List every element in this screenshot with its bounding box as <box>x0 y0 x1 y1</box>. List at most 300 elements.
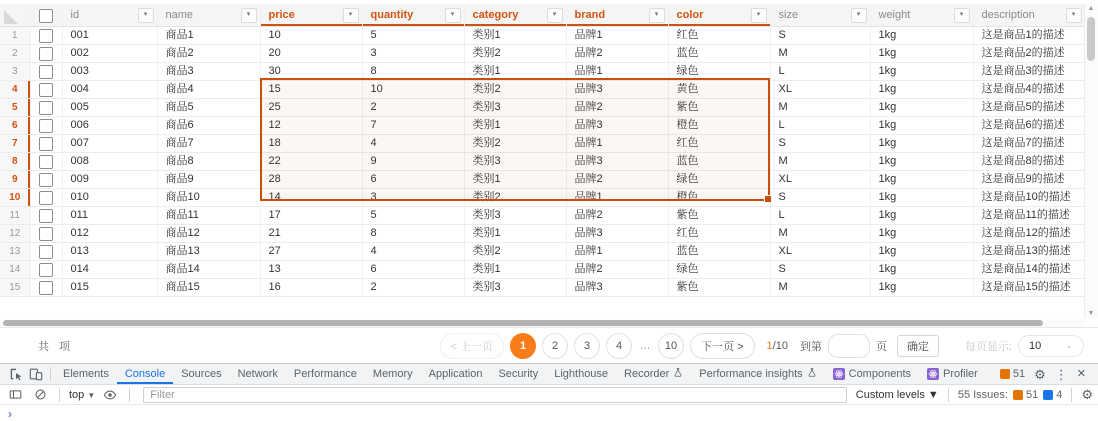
row-checkbox[interactable] <box>39 83 53 97</box>
cell-price[interactable]: 13 <box>260 260 362 278</box>
settings-gear-icon[interactable]: ⚙ <box>1034 366 1046 382</box>
jump-suffix-label: 页 <box>875 340 887 353</box>
row-checkbox-cell <box>30 242 62 260</box>
cell-price[interactable]: 20 <box>260 44 362 62</box>
cell-brand[interactable]: 品牌3 <box>566 116 668 134</box>
tab-security[interactable] <box>490 364 546 384</box>
cell-category[interactable]: 类别3 <box>464 98 566 116</box>
jump-page-input[interactable] <box>828 334 870 358</box>
tab-performance-insights[interactable] <box>691 364 824 384</box>
cell-size[interactable]: S <box>770 188 870 206</box>
cell-color[interactable]: 橙色 <box>668 188 770 206</box>
page-indicator-total: /10 <box>772 339 788 352</box>
cell-description[interactable]: 这是商品14的描述 <box>973 260 1085 278</box>
page-buttons <box>510 333 684 359</box>
cell-name[interactable]: 商品10 <box>157 188 260 206</box>
row-checkbox[interactable] <box>39 191 53 205</box>
cell-color[interactable]: 橙色 <box>668 116 770 134</box>
cell-brand[interactable]: 品牌1 <box>566 26 668 44</box>
cell-color[interactable]: 蓝色 <box>668 152 770 170</box>
cell-quantity[interactable]: 3 <box>362 188 464 206</box>
row-checkbox[interactable] <box>39 173 53 187</box>
row-checkbox-cell <box>30 62 62 80</box>
cell-brand[interactable]: 品牌1 <box>566 242 668 260</box>
row-checkbox[interactable] <box>39 245 53 259</box>
cell-name[interactable]: 商品3 <box>157 62 260 80</box>
cell-price[interactable]: 10 <box>260 26 362 44</box>
page-button-3[interactable]: 3 <box>574 333 600 359</box>
row-number[interactable]: 14 <box>0 260 30 278</box>
column-header-category[interactable]: category ▾ <box>464 4 566 26</box>
cell-name[interactable]: 商品5 <box>157 98 260 116</box>
page-button-10[interactable]: 10 <box>658 333 684 359</box>
cell-price[interactable]: 22 <box>260 152 362 170</box>
scroll-up-arrow-icon[interactable]: ▲ <box>1087 5 1095 12</box>
cell-description[interactable]: 这是商品11的描述 <box>973 206 1085 224</box>
cell-category[interactable]: 类别2 <box>464 188 566 206</box>
tab-label: Performance <box>293 368 357 380</box>
issues-count-label[interactable]: 55 Issues: <box>957 388 1008 401</box>
cell-brand[interactable]: 品牌3 <box>566 224 668 242</box>
filter-dropdown-icon[interactable]: ▾ <box>954 8 970 23</box>
column-header-quantity[interactable]: quantity ▾ <box>362 4 464 26</box>
select-all-corner[interactable] <box>0 4 30 26</box>
row-checkbox[interactable] <box>39 119 53 133</box>
cell-description[interactable]: 这是商品2的描述 <box>973 44 1085 62</box>
warning-badge-icon <box>1013 390 1023 400</box>
toolbar-separator <box>59 388 60 402</box>
cell-description[interactable]: 这是商品7的描述 <box>973 134 1085 152</box>
page-indicator-current: 1 <box>766 339 773 352</box>
cell-price[interactable]: 25 <box>260 98 362 116</box>
cell-category[interactable]: 类别3 <box>464 278 566 296</box>
cell-weight[interactable]: 1kg <box>870 152 973 170</box>
column-header-description[interactable]: description ▾ <box>973 4 1085 26</box>
filter-dropdown-icon[interactable]: ▾ <box>241 8 257 23</box>
row-number[interactable]: 9 <box>0 170 30 188</box>
cell-weight[interactable]: 1kg <box>870 170 973 188</box>
tab-label: Components <box>848 368 911 380</box>
page-button-1[interactable]: 1 <box>510 333 536 359</box>
cell-brand[interactable]: 品牌2 <box>566 44 668 62</box>
page-size-value: 10 <box>1029 339 1042 352</box>
row-number[interactable]: 12 <box>0 224 30 242</box>
cell-description[interactable]: 这是商品6的描述 <box>973 116 1085 134</box>
cell-id[interactable]: 002 <box>62 44 157 62</box>
row-checkbox-cell <box>30 278 62 296</box>
cell-name[interactable]: 商品7 <box>157 134 260 152</box>
close-icon[interactable]: ✕ <box>1076 367 1086 380</box>
tab-components[interactable] <box>825 364 919 384</box>
filter-dropdown-icon[interactable]: ▾ <box>343 8 359 23</box>
cell-price[interactable]: 21 <box>260 224 362 242</box>
horizontal-scrollbar[interactable] <box>0 319 1085 327</box>
filter-dropdown-icon[interactable]: ▾ <box>547 8 563 23</box>
cell-size[interactable]: M <box>770 278 870 296</box>
tab-profiler[interactable] <box>919 364 986 384</box>
react-logo-icon <box>927 368 939 380</box>
cell-description[interactable]: 这是商品8的描述 <box>973 152 1085 170</box>
tab-console[interactable] <box>117 364 173 384</box>
row-checkbox[interactable] <box>39 281 53 295</box>
filter-dropdown-icon[interactable]: ▾ <box>649 8 665 23</box>
cell-brand[interactable]: 品牌3 <box>566 278 668 296</box>
selection-fill-handle[interactable] <box>764 195 772 203</box>
cell-quantity[interactable]: 6 <box>362 170 464 188</box>
experiment-flask-icon <box>673 367 683 381</box>
cell-size[interactable]: S <box>770 134 870 152</box>
cell-price[interactable]: 30 <box>260 62 362 80</box>
table-row <box>0 260 1085 278</box>
cell-quantity[interactable]: 10 <box>362 80 464 98</box>
cell-quantity[interactable]: 4 <box>362 242 464 260</box>
cell-id[interactable]: 001 <box>62 26 157 44</box>
cell-name[interactable]: 商品12 <box>157 224 260 242</box>
pagination <box>440 333 1084 359</box>
cell-size[interactable]: XL <box>770 80 870 98</box>
row-number[interactable]: 3 <box>0 62 30 80</box>
table-row <box>0 98 1085 116</box>
device-toolbar-icon[interactable] <box>26 365 46 383</box>
cell-id[interactable]: 011 <box>62 206 157 224</box>
total-prefix: 共 <box>38 340 49 353</box>
cell-brand[interactable]: 品牌2 <box>566 170 668 188</box>
column-header-brand[interactable]: brand ▾ <box>566 4 668 26</box>
column-header-color[interactable]: color ▾ <box>668 4 770 26</box>
cell-size[interactable]: L <box>770 116 870 134</box>
page-indicator <box>767 340 788 352</box>
cell-category[interactable]: 类别1 <box>464 26 566 44</box>
cell-weight[interactable]: 1kg <box>870 116 973 134</box>
cell-category[interactable]: 类别2 <box>464 44 566 62</box>
cell-size[interactable]: L <box>770 206 870 224</box>
horizontal-scroll-thumb[interactable] <box>3 320 1043 326</box>
cell-description[interactable]: 这是商品5的描述 <box>973 98 1085 116</box>
issues-warning-count: 51 <box>1025 388 1039 401</box>
page-button-4[interactable]: 4 <box>606 333 632 359</box>
cell-weight[interactable]: 1kg <box>870 44 973 62</box>
row-checkbox[interactable] <box>39 155 53 169</box>
inspect-element-icon[interactable] <box>6 365 26 383</box>
column-header-price[interactable]: price ▾ <box>260 4 362 26</box>
cell-price[interactable]: 27 <box>260 242 362 260</box>
cell-quantity[interactable]: 3 <box>362 44 464 62</box>
page-button-2[interactable]: 2 <box>542 333 568 359</box>
chevron-down-icon: ⌄ <box>1065 340 1073 350</box>
row-number[interactable]: 1 <box>0 26 30 44</box>
cell-color[interactable]: 绿色 <box>668 260 770 278</box>
cell-id[interactable]: 010 <box>62 188 157 206</box>
cell-price[interactable]: 12 <box>260 116 362 134</box>
cell-brand[interactable]: 品牌1 <box>566 62 668 80</box>
page-size-select[interactable] <box>1018 335 1084 357</box>
cell-color[interactable]: 绿色 <box>668 62 770 80</box>
column-header-size[interactable]: size ▾ <box>770 4 870 26</box>
cell-price[interactable]: 17 <box>260 206 362 224</box>
cell-size[interactable]: S <box>770 26 870 44</box>
cell-description[interactable]: 这是商品3的描述 <box>973 62 1085 80</box>
row-number[interactable]: 15 <box>0 278 30 296</box>
cell-quantity[interactable]: 8 <box>362 62 464 80</box>
devtools-tabs <box>55 364 986 384</box>
live-expression-eye-icon[interactable] <box>100 386 120 404</box>
scroll-down-arrow-icon[interactable]: ▼ <box>1087 310 1095 317</box>
cell-name[interactable]: 商品14 <box>157 260 260 278</box>
vertical-scroll-thumb[interactable] <box>1087 17 1095 61</box>
cell-category[interactable]: 类别3 <box>464 206 566 224</box>
tab-network[interactable] <box>230 364 286 384</box>
clear-console-icon[interactable] <box>30 386 50 404</box>
total-suffix: 项 <box>59 340 70 353</box>
filter-dropdown-icon[interactable]: ▾ <box>445 8 461 23</box>
issues-info-badge[interactable] <box>1043 389 1062 401</box>
cell-size[interactable]: M <box>770 224 870 242</box>
row-number[interactable]: 13 <box>0 242 30 260</box>
cell-id[interactable]: 008 <box>62 152 157 170</box>
cell-price[interactable]: 15 <box>260 80 362 98</box>
cell-weight[interactable]: 1kg <box>870 206 973 224</box>
tab-sources[interactable] <box>173 364 229 384</box>
tab-application[interactable] <box>421 364 491 384</box>
console-prompt[interactable] <box>0 405 1098 421</box>
cell-color[interactable]: 红色 <box>668 224 770 242</box>
filter-dropdown-icon[interactable]: ▾ <box>751 8 767 23</box>
cell-brand[interactable]: 品牌1 <box>566 188 668 206</box>
tab-memory[interactable] <box>365 364 421 384</box>
row-number[interactable]: 11 <box>0 206 30 224</box>
cell-color[interactable]: 紫色 <box>668 278 770 296</box>
confirm-button[interactable]: 确定 <box>897 335 939 357</box>
cell-name[interactable]: 商品2 <box>157 44 260 62</box>
cell-id[interactable]: 012 <box>62 224 157 242</box>
cell-size[interactable]: L <box>770 62 870 80</box>
table-body <box>0 26 1085 296</box>
cell-id[interactable]: 013 <box>62 242 157 260</box>
filter-dropdown-icon[interactable]: ▾ <box>851 8 867 23</box>
cell-category[interactable]: 类别1 <box>464 170 566 188</box>
cell-description[interactable]: 这是商品12的描述 <box>973 224 1085 242</box>
row-number[interactable]: 5 <box>0 98 30 116</box>
column-header-id[interactable]: id ▾ <box>62 4 157 26</box>
row-checkbox[interactable] <box>39 209 53 223</box>
cell-id[interactable]: 006 <box>62 116 157 134</box>
error-count-badge[interactable] <box>1000 368 1025 380</box>
cell-name[interactable]: 商品8 <box>157 152 260 170</box>
cell-color[interactable]: 红色 <box>668 134 770 152</box>
product-table <box>0 4 1086 297</box>
cell-weight[interactable]: 1kg <box>870 242 973 260</box>
tab-performance[interactable] <box>286 364 365 384</box>
cell-category[interactable]: 类别1 <box>464 116 566 134</box>
cell-quantity[interactable]: 9 <box>362 152 464 170</box>
cell-category[interactable]: 类别3 <box>464 152 566 170</box>
devtools-tab-bar <box>0 364 1098 385</box>
cell-quantity[interactable]: 5 <box>362 26 464 44</box>
cell-brand[interactable]: 品牌3 <box>566 80 668 98</box>
cell-size[interactable]: XL <box>770 242 870 260</box>
cell-name[interactable]: 商品4 <box>157 80 260 98</box>
cell-weight[interactable]: 1kg <box>870 224 973 242</box>
row-checkbox-cell <box>30 80 62 98</box>
cell-quantity[interactable]: 4 <box>362 134 464 152</box>
row-number[interactable]: 4 <box>0 80 30 98</box>
cell-weight[interactable]: 1kg <box>870 134 973 152</box>
issues-warning-badge[interactable] <box>1013 389 1038 401</box>
table-row <box>0 188 1085 206</box>
tab-elements[interactable] <box>55 364 117 384</box>
table-row <box>0 134 1085 152</box>
tab-label: Lighthouse <box>554 368 609 380</box>
cell-description[interactable]: 这是商品15的描述 <box>973 278 1085 296</box>
cell-id[interactable]: 004 <box>62 80 157 98</box>
cell-category[interactable]: 类别2 <box>464 134 566 152</box>
row-number[interactable]: 2 <box>0 44 30 62</box>
row-checkbox-cell <box>30 134 62 152</box>
cell-quantity[interactable]: 2 <box>362 98 464 116</box>
cell-description[interactable]: 这是商品4的描述 <box>973 80 1085 98</box>
row-checkbox-cell <box>30 116 62 134</box>
cell-id[interactable]: 015 <box>62 278 157 296</box>
cell-name[interactable]: 商品15 <box>157 278 260 296</box>
cell-color[interactable]: 紫色 <box>668 98 770 116</box>
cell-weight[interactable]: 1kg <box>870 80 973 98</box>
cell-quantity[interactable]: 6 <box>362 260 464 278</box>
cell-price[interactable]: 18 <box>260 134 362 152</box>
cell-weight[interactable]: 1kg <box>870 278 973 296</box>
cell-weight[interactable]: 1kg <box>870 188 973 206</box>
cell-quantity[interactable]: 7 <box>362 116 464 134</box>
tab-label: Network <box>237 368 278 380</box>
cell-weight[interactable]: 1kg <box>870 260 973 278</box>
tab-recorder[interactable] <box>616 364 691 384</box>
row-number[interactable]: 7 <box>0 134 30 152</box>
cell-brand[interactable]: 品牌2 <box>566 206 668 224</box>
table-row <box>0 224 1085 242</box>
filter-dropdown-icon[interactable]: ▾ <box>1066 8 1082 23</box>
cell-description[interactable]: 这是商品9的描述 <box>973 170 1085 188</box>
row-checkbox[interactable] <box>39 263 53 277</box>
cell-brand[interactable]: 品牌3 <box>566 152 668 170</box>
row-checkbox-cell <box>30 260 62 278</box>
cell-category[interactable]: 类别1 <box>464 62 566 80</box>
cell-color[interactable]: 红色 <box>668 26 770 44</box>
cell-size[interactable]: M <box>770 98 870 116</box>
cell-quantity[interactable]: 5 <box>362 206 464 224</box>
cell-color[interactable]: 黄色 <box>668 80 770 98</box>
cell-weight[interactable]: 1kg <box>870 26 973 44</box>
cell-color[interactable]: 蓝色 <box>668 242 770 260</box>
row-checkbox-cell <box>30 170 62 188</box>
cell-brand[interactable]: 品牌2 <box>566 98 668 116</box>
cell-id[interactable]: 009 <box>62 170 157 188</box>
cell-id[interactable]: 003 <box>62 62 157 80</box>
cell-quantity[interactable]: 2 <box>362 278 464 296</box>
toolbar-separator <box>50 367 51 381</box>
row-number[interactable]: 6 <box>0 116 30 134</box>
cell-description[interactable]: 这是商品10的描述 <box>973 188 1085 206</box>
cell-description[interactable]: 这是商品1的描述 <box>973 26 1085 44</box>
cell-weight[interactable]: 1kg <box>870 62 973 80</box>
column-header-name[interactable]: name ▾ <box>157 4 260 26</box>
table-row <box>0 206 1085 224</box>
select-all-checkbox[interactable] <box>39 9 53 23</box>
chevron-down-icon: ▼ <box>87 390 96 400</box>
cell-color[interactable]: 蓝色 <box>668 44 770 62</box>
issues-info-count: 4 <box>1056 388 1063 401</box>
console-sidebar-icon[interactable] <box>5 386 25 404</box>
cell-category[interactable]: 类别1 <box>464 224 566 242</box>
console-filter-input[interactable] <box>143 387 847 403</box>
tab-label: Console <box>124 368 166 380</box>
cell-brand[interactable]: 品牌1 <box>566 134 668 152</box>
cell-color[interactable]: 紫色 <box>668 206 770 224</box>
cell-size[interactable]: S <box>770 260 870 278</box>
cell-quantity[interactable]: 8 <box>362 224 464 242</box>
row-checkbox-cell <box>30 206 62 224</box>
tab-lighthouse[interactable] <box>546 364 616 384</box>
table-row <box>0 278 1085 296</box>
cell-category[interactable]: 类别1 <box>464 260 566 278</box>
experiment-flask-icon <box>807 367 817 381</box>
cell-size[interactable]: M <box>770 44 870 62</box>
log-levels-select[interactable]: Custom levels ▼ <box>855 388 939 401</box>
row-checkbox-cell <box>30 188 62 206</box>
table-row <box>0 242 1085 260</box>
cell-id[interactable]: 014 <box>62 260 157 278</box>
row-checkbox[interactable] <box>39 227 53 241</box>
cell-name[interactable]: 商品1 <box>157 26 260 44</box>
kebab-menu-icon[interactable]: ⋮ <box>1054 366 1068 382</box>
cell-name[interactable]: 商品13 <box>157 242 260 260</box>
table-row <box>0 170 1085 188</box>
cell-size[interactable]: M <box>770 152 870 170</box>
prev-page-button[interactable]: < 上一页 <box>440 333 504 359</box>
cell-size[interactable]: XL <box>770 170 870 188</box>
context-selector[interactable]: top ▼ <box>69 388 96 401</box>
console-settings-gear-icon[interactable]: ⚙ <box>1081 387 1093 402</box>
next-page-button[interactable]: 下一页 > <box>690 333 754 359</box>
cell-name[interactable]: 商品6 <box>157 116 260 134</box>
cell-brand[interactable]: 品牌2 <box>566 260 668 278</box>
cell-price[interactable]: 14 <box>260 188 362 206</box>
cell-weight[interactable]: 1kg <box>870 98 973 116</box>
tab-label: Application <box>428 368 483 380</box>
table-row <box>0 80 1085 98</box>
cell-id[interactable]: 005 <box>62 98 157 116</box>
cell-category[interactable]: 类别2 <box>464 242 566 260</box>
column-header-weight[interactable]: weight ▾ <box>870 4 973 26</box>
vertical-scrollbar[interactable] <box>1084 4 1098 318</box>
row-checkbox[interactable] <box>39 65 53 79</box>
cell-category[interactable]: 类别2 <box>464 80 566 98</box>
row-checkbox[interactable] <box>39 137 53 151</box>
row-number[interactable]: 8 <box>0 152 30 170</box>
cell-price[interactable]: 28 <box>260 170 362 188</box>
cell-id[interactable]: 007 <box>62 134 157 152</box>
filter-dropdown-icon[interactable]: ▾ <box>138 8 154 23</box>
row-checkbox[interactable] <box>39 101 53 115</box>
row-checkbox[interactable] <box>39 47 53 61</box>
row-number[interactable]: 10 <box>0 188 30 206</box>
cell-description[interactable]: 这是商品13的描述 <box>973 242 1085 260</box>
row-checkbox[interactable] <box>39 29 53 43</box>
cell-name[interactable]: 商品9 <box>157 170 260 188</box>
cell-color[interactable]: 绿色 <box>668 170 770 188</box>
table-row <box>0 26 1085 44</box>
cell-name[interactable]: 商品11 <box>157 206 260 224</box>
cell-price[interactable]: 16 <box>260 278 362 296</box>
table-row <box>0 62 1085 80</box>
